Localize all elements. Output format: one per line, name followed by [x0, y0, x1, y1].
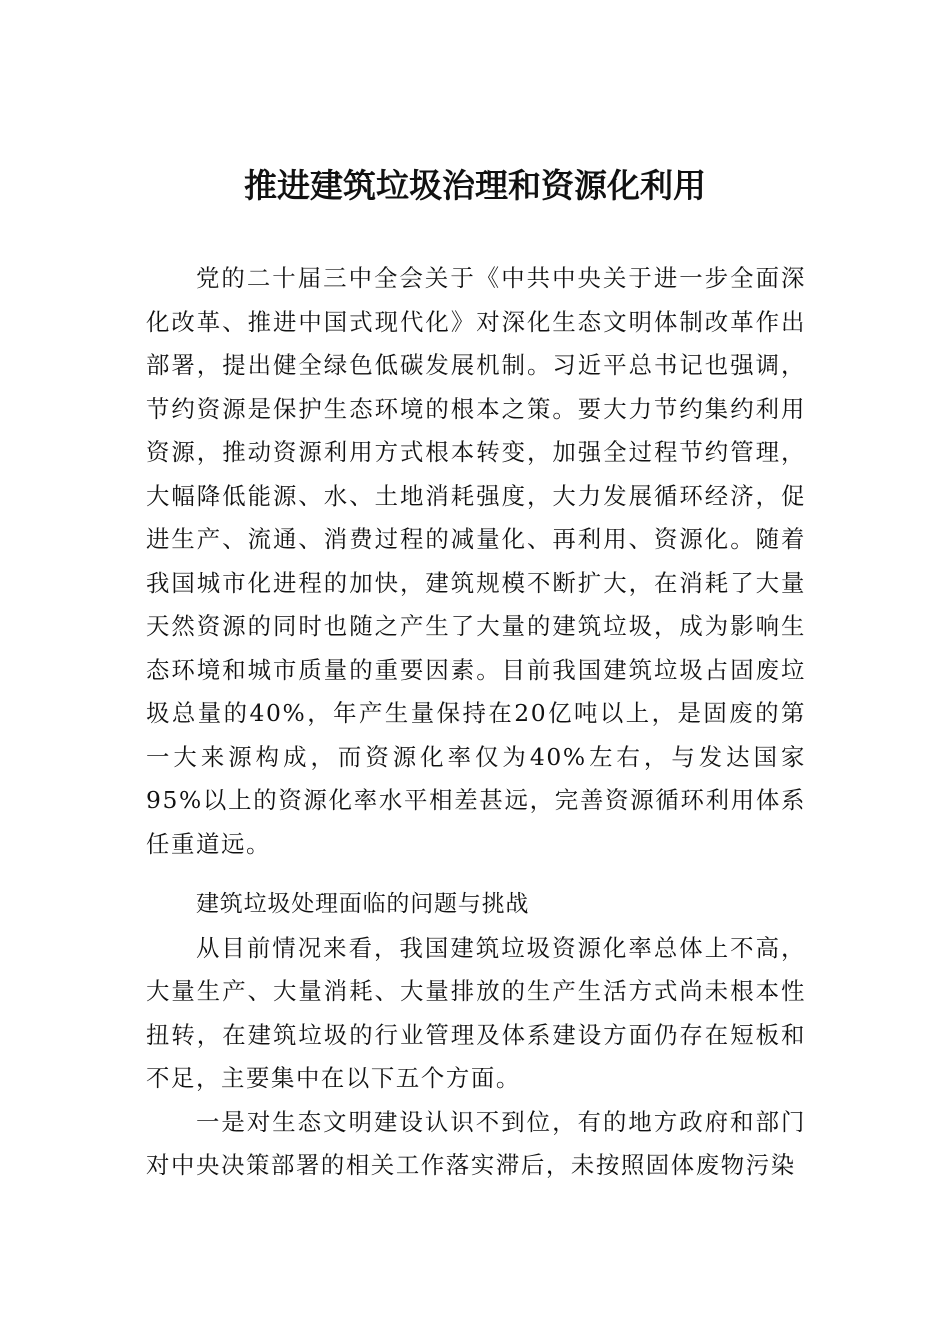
intro-paragraph: 党的二十届三中全会关于《中共中央关于进一步全面深化改革、推进中国式现代化》对深化生态文明体制改革作出部署，提出健全绿色低碳发展机制。习近平总书记也强调，节约资源是保护生态环境的根本之策。要大力节约集约利用资源，推动资源利用方式根本转变，加强全过程节约管理，大幅降低能源、水、土地消耗强度，大力发展循环经济，促进生产、流通、消费过程的减量化、再利用、资源化。随着我国城市化进程的加快，建筑规模不断扩大，在消耗了大量天然资源的同时也随之产生了大量的建筑垃圾，成为影响生态环境和城市质量的重要因素。目前我国建筑垃圾占固废垃圾总量的40%，年产生量保持在20亿吨以上，是固废的第一大来源构成，而资源化率仅为40%左右，与发达国家95%以上的资源化率水平相差甚远，完善资源循环利用体系任重道远。 — [146, 264, 806, 858]
section-heading: 建筑垃圾处理面临的问题与挑战 — [196, 891, 530, 917]
intro-paragraph-block — [146, 257, 806, 866]
document-title: 推进建筑垃圾治理和资源化利用 — [244, 166, 706, 205]
current-situation-paragraph: 从目前情况来看，我国建筑垃圾资源化率总体上不高，大量生产、大量消耗、大量排放的生产生活方式尚未根本性扭转，在建筑垃圾的行业管理及体系建设方面仍存在短板和不足，主要集中在以下五个方面。 — [146, 933, 806, 1092]
point-one-paragraph: 一是对生态文明建设认识不到位，有的地方政府和部门对中央决策部署的相关工作落实滞后，未按照固体废物污染 — [146, 1107, 806, 1179]
section-block — [146, 883, 806, 1188]
